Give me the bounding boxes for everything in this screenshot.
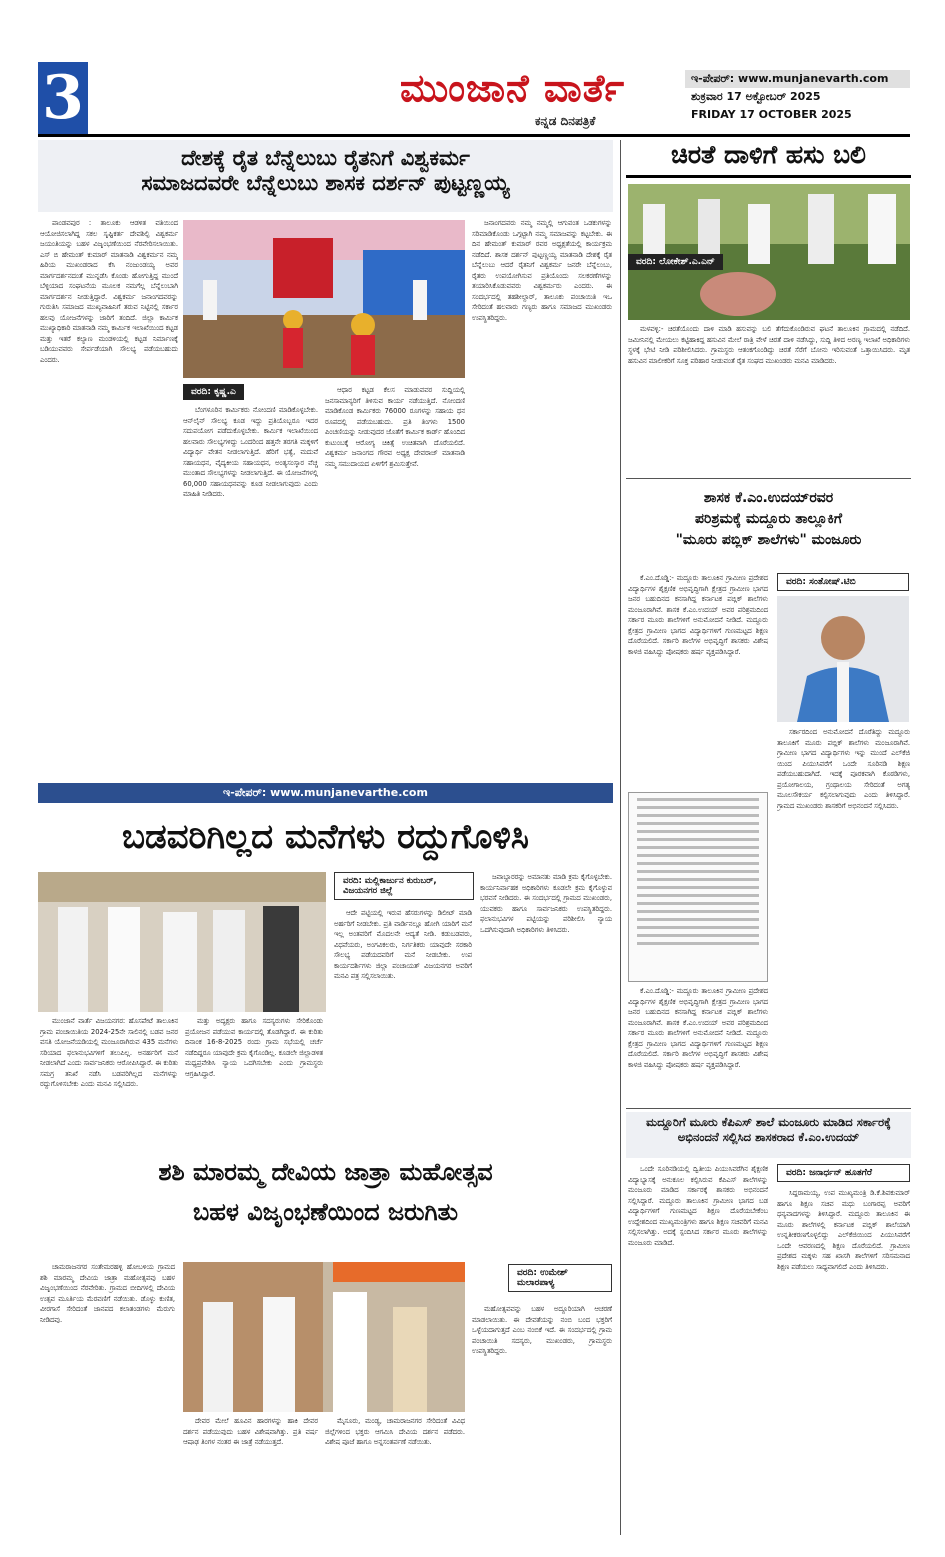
story5-photo-image <box>183 1262 465 1412</box>
story1-photo <box>183 220 465 378</box>
story2-headline: ಚಿರತೆ ದಾಳಿಗೆ ಹಸು ಬಲಿ <box>626 140 911 178</box>
story1-byline: ವರದಿ: ಕೃಷ್ಣ.ಎ <box>183 384 244 400</box>
story1-photo-image <box>183 220 465 378</box>
story3-portrait-image <box>777 596 909 722</box>
story5-headline <box>38 1152 613 1232</box>
story5-column-3: ಮೈಸೂರು, ಮಂಡ್ಯ, ಚಾಮರಾಜನಗರ ಸೇರಿದಂತೆ ವಿವಿಧ ಜಿಲ್ಲೆಗಳಿಂದ ಭಕ್ತರು ಆಗಮಿಸಿ ದೇವಿಯ ದರ್ಶನ ಪಡೆದರು. ವಿಶೇಷ ಪೂಜೆ ಹಾಗೂ ಅನ್ನಸಂತರ್ಪಣೆ ನಡೆಯಿತು. <box>325 1417 465 1446</box>
story1-column-2: ಬೆಂಗಳೂರಿನ ಕಾರ್ಮಿಕರು ನೋಂದಣಿ ಮಾಡಿಕೊಳ್ಳಬೇಕು. ಆನ್‌ಲೈನ್ ಸೌಲಭ್ಯ ಕೂಡ ಇದ್ದು ಪ್ರತಿಯೊಬ್ಬರೂ ಇದರ ಸದುಪಯೋಗ ಪಡೆದುಕೊಳ್ಳಬೇಕು. ಕಾರ್ಮಿಕ ಇಲಾಖೆಯಿಂದ ಹಲವಾರು ಸೌಲಭ್ಯಗಳಿದ್ದು ಒಂದರಿಂದ ಹತ್ತನೇ ತರಗತಿ ಮಕ್ಕಳಿಗೆ ವಿದ್ಯಾರ್ಥಿ ವೇತನ ನೀಡಲಾಗುತ್ತಿದೆ. ಹೆರಿಗೆ ಭತ್ಯೆ, ಮದುವೆ ಸಹಾಯಧನ, ವೈದ್ಯಕೀಯ ಸಹಾಯಧನ, ಅಂತ್ಯಸಂಸ್ಕಾರ ವೆಚ್ಚ ಮುಂತಾದ ಸೌಲಭ್ಯಗಳನ್ನು ನೀಡಲಾಗುತ್ತಿದೆ. ಈ ಯೋಜನೆಗಳಲ್ಲಿ 60,000 ಸಹಾಯಧನವನ್ನು ಕೂಡ ನೀಡಲಾಗುವುದು ಎಂದು ಮಾಹಿತಿ ನೀಡಿದರು. <box>183 406 318 498</box>
story1-headline-line1: ದೇಶಕ್ಕೆ ರೈತ ಬೆನ್ನೆಲುಬು ರೈತನಿಗೆ ವಿಶ್ವಕರ್ಮ <box>181 146 470 170</box>
masthead <box>95 62 685 134</box>
page-number: 3 <box>38 62 88 134</box>
column-divider <box>620 140 621 1535</box>
story2-photo-image <box>628 184 910 320</box>
story3-left-body-cont: ಕೆ.ಎಂ.ದೊಡ್ಡಿ:- ಮದ್ದೂರು ತಾಲೂಕಿನ ಗ್ರಾಮೀಣ ಪ್ರದೇಶದ ವಿದ್ಯಾರ್ಥಿಗಳ ಶೈಕ್ಷಣಿಕ ಅಭಿವೃದ್ಧಿಗಾಗಿ ಕ್ಷೇತ್ರದ ಗ್ರಾಮೀಣ ಭಾಗದ ಜನರ ಬಹುದಿನದ ಕನಸಾಗಿದ್ದ ಕರ್ನಾಟಕ ಪಬ್ಲಿಕ್ ಶಾಲೆಗಳು ಮಂಜೂರಾಗಿವೆ. ಶಾಸಕ ಕೆ.ಎಂ.ಉದಯ್ ಅವರ ಪರಿಶ್ರಮದಿಂದ ಸರ್ಕಾರ ಮೂರು ಶಾಲೆಗಳಿಗೆ ಅನುಮೋದನೆ ನೀಡಿದೆ. ಮದ್ದೂರು ಕ್ಷೇತ್ರದ ಗ್ರಾಮೀಣ ಭಾಗದ ವಿದ್ಯಾರ್ಥಿಗಳಿಗೆ ಗುಣಮಟ್ಟದ ಶಿಕ್ಷಣ ದೊರೆಯಲಿದೆ. ಸರ್ಕಾರಿ ಶಾಲೆಗಳ ಅಭಿವೃದ್ಧಿಗೆ ಶಾಸಕರು ವಿಶೇಷ ಕಾಳಜಿ ವಹಿಸಿದ್ದು ಪೋಷಕರು ಹರ್ಷ ವ್ಯಕ್ತಪಡಿಸಿದ್ದಾರೆ. <box>628 987 768 1069</box>
header-rule <box>38 134 910 137</box>
story4-headline: ಬಡವರಿಗಿಲ್ಲದ ಮನೆಗಳು ರದ್ದುಗೊಳಿಸಿ <box>122 817 529 857</box>
story4-column-3: ಆದೇ ಪಟ್ಟಿಯಲ್ಲಿ ಇರುವ ಹೆಸರುಗಳನ್ನು ಡಿಲೀಟ್ ಮಾಡಿ ಅರ್ಹರಿಗೆ ನೀಡಬೇಕು. ಪ್ರತಿ ವಾರ್ಡಿನಲ್ಲೂ ಹೋಗಿ ಯಾರಿಗೆ ಮನೆ ಇಲ್ಲ ಅಂತವರಿಗೆ ಮೊದಲನೇ ಆದ್ಯತೆ ನೀಡಿ. ಕಡುಬಡವರು, ವಿಧವೆಯರು, ಅಂಗವಿಕಲರು, ನಿರ್ಗತಿಕರು ಯಾವುದೇ ಸರಕಾರಿ ಸೌಲಭ್ಯ ಪಡೆಯದವರಿಗೆ ಮನೆ ನೀಡಬೇಕು. ಉಪ ಕಾರ್ಯದರ್ಶಿಗಳು ಜಿಲ್ಲಾ ಪಂಚಾಯತ್ ವಿಜಯನಗರ ಅವರಿಗೆ ಮನವಿ ಪತ್ರ ಸಲ್ಲಿಸಲಾಯಿತು. <box>334 909 472 980</box>
story6-headline: ಮದ್ದೂರಿಗೆ ಮೂರು ಕೆಪಿಎಸ್ ಶಾಲೆ ಮಂಜೂರು ಮಾಡಿದ ಸರ್ಕಾರಕ್ಕೆ ಅಭಿನಂದನೆ ಸಲ್ಲಿಸಿದ ಶಾಸಕರಾದ ಕೆ.ಎಂ.ಉದಯ್ <box>626 1112 911 1158</box>
story3-left-body: ಕೆ.ಎಂ.ದೊಡ್ಡಿ:- ಮದ್ದೂರು ತಾಲೂಕಿನ ಗ್ರಾಮೀಣ ಪ್ರದೇಶದ ವಿದ್ಯಾರ್ಥಿಗಳ ಶೈಕ್ಷಣಿಕ ಅಭಿವೃದ್ಧಿಗಾಗಿ ಕ್ಷೇತ್ರದ ಗ್ರಾಮೀಣ ಭಾಗದ ಜನರ ಬಹುದಿನದ ಕನಸಾಗಿದ್ದ ಕರ್ನಾಟಕ ಪಬ್ಲಿಕ್ ಶಾಲೆಗಳು ಮಂಜೂರಾಗಿವೆ. ಶಾಸಕ ಕೆ.ಎಂ.ಉದಯ್ ಅವರ ಪರಿಶ್ರಮದಿಂದ ಸರ್ಕಾರ ಮೂರು ಶಾಲೆಗಳಿಗೆ ಅನುಮೋದನೆ ನೀಡಿದೆ. ಮದ್ದೂರು ಕ್ಷೇತ್ರದ ಗ್ರಾಮೀಣ ಭಾಗದ ವಿದ್ಯಾರ್ಥಿಗಳಿಗೆ ಗುಣಮಟ್ಟದ ಶಿಕ್ಷಣ ದೊರೆಯಲಿದೆ. ಸರ್ಕಾರಿ ಶಾಲೆಗಳ ಅಭಿವೃದ್ಧಿಗೆ ಶಾಸಕರು ವಿಶೇಷ ಕಾಳಜಿ ವಹಿಸಿದ್ದು ಪೋಷಕರು ಹರ್ಷ ವ್ಯಕ್ತಪಡಿಸಿದ್ದಾರೆ. <box>628 574 768 656</box>
epaper-strip[interactable]: ಇ-ಪೇಪರ್: www.munjanevarthe.com <box>38 783 613 803</box>
story3-headline-line1: ಶಾಸಕ ಕೆ.ಎಂ.ಉದಯ್‌ರವರ <box>703 490 834 506</box>
story4-photo <box>38 872 326 1012</box>
story6-byline: ವರದಿ: ಜನಾರ್ಧನ್ ಹೂತಗೆರೆ <box>777 1164 910 1182</box>
sanction-letter-image <box>628 792 768 982</box>
newspaper-subtitle: ಕನ್ನಡ ದಿನಪತ್ರಿಕೆ <box>535 114 596 128</box>
story4-photo-image <box>38 872 326 1012</box>
date-english: FRIDAY 17 OCTOBER 2025 <box>691 108 852 121</box>
story4-column-1: ಮುಂಜಾನೆ ವಾರ್ತೆ ವಿಜಯನಗರ: ಹೊಸಪೇಟೆ ತಾಲೂಕಿನ ಗ್ರಾಮ ಪಂಚಾಯಿತಿಯ 2024-25ನೇ ಸಾಲಿನಲ್ಲಿ ಬಡವ ಜನರ ವಸತಿ ಯೋಜನೆಯಡಿಯಲ್ಲಿ ಮಂಜೂರಾಗಿರುವ 435 ಮನೆಗಳು ಸರಿಯಾದ ಫಲಾನುಭವಿಗಳಿಗೆ ತಲುಪಿಲ್ಲ. ಅನರ್ಹರಿಗೆ ಮನೆ ನೀಡಲಾಗಿದೆ ಎಂದು ಸಾರ್ವಜನಿಕರು ಆರೋಪಿಸಿದ್ದಾರೆ. ಈ ಕುರಿತು ಸಮಗ್ರ ತನಿಖೆ ನಡೆಸಿ ಬಡವರಿಗಿಲ್ಲದ ಮನೆಗಳನ್ನು ರದ್ದುಗೊಳಿಸಬೇಕು ಎಂದು ಮನವಿ ಸಲ್ಲಿಸಿದರು. <box>40 1017 178 1088</box>
newspaper-title: ಮುಂಜಾನೆ ವಾರ್ತೆ <box>400 66 626 110</box>
story6-right-body: ಸಿದ್ದರಾಮಯ್ಯ, ಉಪ ಮುಖ್ಯಮಂತ್ರಿ ಡಿ.ಕೆ.ಶಿವಕುಮಾರ್ ಹಾಗೂ ಶಿಕ್ಷಣ ಸಚಿವ ಮಧು ಬಂಗಾರಪ್ಪ ಅವರಿಗೆ ಧನ್ಯವಾದಗಳನ್ನು ತಿಳಿಸಿದ್ದಾರೆ. ಮದ್ದೂರು ತಾಲೂಕಿನ ಈ ಮೂರು ಶಾಲೆಗಳಲ್ಲಿ ಕರ್ನಾಟಕ ಪಬ್ಲಿಕ್ ಶಾಲೆಯಾಗಿ ಉನ್ನತೀಕರಣಗೊಳ್ಳಲಿದ್ದು ಎಲ್‌ಕೆಜಿಯಿಂದ ಪಿಯುಸಿವರೆಗೆ ಒಂದೇ ಆವರಣದಲ್ಲಿ ಶಿಕ್ಷಣ ದೊರೆಯಲಿದೆ. ಗ್ರಾಮೀಣ ಪ್ರದೇಶದ ಮಕ್ಕಳು ಸಹ ಖಾಸಗಿ ಶಾಲೆಗಳಿಗೆ ಸರಿಸಮನಾದ ಶಿಕ್ಷಣ ಪಡೆಯಲು ಸಾಧ್ಯವಾಗಲಿದೆ ಎಂದು ತಿಳಿಸಿದರು. <box>777 1189 910 1271</box>
story2-byline: ವರದಿ: ಲೋಕೇಶ್.ಎ.ಎನ್ <box>628 254 723 270</box>
story1-column-1: ಪಾಂಡವಪುರ : ತಾಲೂಕು ಆಡಳಿತ ವತಿಯಿಂದ ಆಯೋಜಿಸಲಾಗಿದ್ದ ಸಕಲ ಸೃಷ್ಟಿಕರ್ತ ದೇವಶಿಲ್ಪಿ ವಿಶ್ವಕರ್ಮ ಜಯಂತಿಯನ್ನು ಬಹಳ ವಿಜೃಂಭಣೆಯಿಂದ ನೆರವೇರಿಸಲಾಯಿತು. ಎಸ್ ಬಿ ಹೇಮಂತ್ ಕುಮಾರ್ ಮಾತನಾಡಿ ವಿಶ್ವಕರ್ಮನ ನಮ್ಮ ಹಿರಿಯ ಮುಖಂಡರಾದ ಕೆಸಿ ನಂಜುಂಡಯ್ಯ ಅವರ ಮಾರ್ಗದರ್ಶನದಂತೆ ಮುನ್ನಡೆಸಿ ಕೊಂಡು ಹೋಗುತ್ತಿದ್ದ ಮುಂದೆ ಬೆಳ್ಳಿಯಾದ ಸಂಘಟನೆಯ ಮೂಲಕ ನಮಗೆಲ್ಲ ಬೆನ್ನೆಲುಬಾಗಿ ಮಾರ್ಗದರ್ಶನ ನೀಡುತ್ತಿದ್ದಾರೆ. ವಿಶ್ವಕರ್ಮ ಜನಾಂಗದವರನ್ನು ಗುರುತಿಸಿ ಸಮಾಜದ ಮುಖ್ಯವಾಹಿನಿಗೆ ತರುವ ನಿಟ್ಟಿನಲ್ಲಿ ಸರ್ಕಾರ ಹಲವು ಯೋಜನೆಗಳನ್ನು ಜಾರಿಗೆ ತಂದಿದೆ. ಜಿಲ್ಲಾ ಕಾರ್ಮಿಕ ಮುಖ್ಯಾಧಿಕಾರಿ ಮಾತನಾಡಿ ನಮ್ಮ ಕಾರ್ಮಿಕ ಇಲಾಖೆಯಿಂದ ಕಟ್ಟಡ ಮತ್ತು ಇತರೆ ಕಲ್ಯಾಣ ಮಂಡಳಿಯಲ್ಲಿ ಕಟ್ಟಡ ನಿರ್ಮಾಣಕ್ಕೆ ಬಡಿಯುವವರು ಸೇರ್ಪಡೆಯಾಗಿ ಸೌಲಭ್ಯ ಪಡೆಯಬಹುದು ಎಂದರು. <box>40 219 178 364</box>
story5-column-1: ಚಾಮರಾಜನಗರ ಸಂತೇಮರಹಳ್ಳಿ ಹೋಬಳಿಯ ಗ್ರಾಮದ ಶಶಿ ಮಾರಮ್ಮ ದೇವಿಯ ಜಾತ್ರಾ ಮಹೋತ್ಸವವು ಬಹಳ ವಿಜೃಂಭಣೆಯಿಂದ ನೆರವೇರಿತು. ಗ್ರಾಮದ ಬೀದಿಗಳಲ್ಲಿ ದೇವಿಯ ಉತ್ಸವ ಮೂರ್ತಿಯ ಮೆರವಣಿಗೆ ನಡೆಯಿತು. ಡೊಳ್ಳು ಕುಣಿತ, ವೀರಗಾಸೆ ಸೇರಿದಂತೆ ಜಾನಪದ ಕಲಾತಂಡಗಳು ಮೆರುಗು ನೀಡಿದವು. <box>40 1263 175 1324</box>
story5-column-2: ದೇವರ ಮೇಲೆ ಹೂವಿನ ಹಾರಗಳನ್ನು ಹಾಕಿ ದೇವರ ದರ್ಶನ ಪಡೆಯುವುದು ಬಹಳ ವಿಶೇಷವಾಗಿತ್ತು. ಪ್ರತಿ ವರ್ಷ ಆಷಾಢ ತಿಂಗಳ ನಂತರ ಈ ಜಾತ್ರೆ ನಡೆಯುತ್ತದೆ. <box>183 1417 318 1446</box>
story5-headline-line1: ಶಶಿ ಮಾರಮ್ಮ ದೇವಿಯ ಜಾತ್ರಾ ಮಹೋತ್ಸವ <box>158 1158 493 1186</box>
story4-column-4: ಜವಾಬ್ದಾರರನ್ನು ಅಮಾನತು ಮಾಡಿ ಕ್ರಮ ಕೈಗೊಳ್ಳಬೇಕು. ಕಾರ್ಯನಿರ್ವಾಹಕ ಅಧಿಕಾರಿಗಳು ಕೂಡಲೇ ಕ್ರಮ ಕೈಗೊಳ್ಳುವ ಭರವಸೆ ನೀಡಿದರು. ಈ ಸಂದರ್ಭದಲ್ಲಿ ಗ್ರಾಮದ ಮುಖಂಡರು, ಯುವಕರು ಹಾಗೂ ಸಾರ್ವಜನಿಕರು ಉಪಸ್ಥಿತರಿದ್ದರು. ಫಲಾನುಭವಿಗಳ ಪಟ್ಟಿಯನ್ನು ಪರಿಶೀಲಿಸಿ ನ್ಯಾಯ ಒದಗಿಸುವುದಾಗಿ ಅಧಿಕಾರಿಗಳು ತಿಳಿಸಿದರು. <box>480 873 612 934</box>
story5-headline-line2: ಬಹಳ ವಿಜೃಂಭಣೆಯಿಂದ ಜರುಗಿತು <box>193 1198 458 1226</box>
story6-divider <box>626 1108 911 1109</box>
story3-right-body: ಸರ್ಕಾರದಿಂದ ಅನುಮೋದನೆ ದೊರೆತಿದ್ದು ಮದ್ದೂರು ತಾಲೂಕಿಗೆ ಮೂರು ಪಬ್ಲಿಕ್ ಶಾಲೆಗಳು ಮಂಜೂರಾಗಿವೆ. ಗ್ರಾಮೀಣ ಭಾಗದ ವಿದ್ಯಾರ್ಥಿಗಳು ಇನ್ನು ಮುಂದೆ ಎಲ್‌ಕೆಜಿ ಯಿಂದ ಪಿಯುಸಿವರೆಗೆ ಒಂದೇ ಸೂರಿನಡಿ ಶಿಕ್ಷಣ ಪಡೆಯಬಹುದಾಗಿದೆ. ಇದಕ್ಕೆ ಪೂರಕವಾಗಿ ಕೊಠಡಿಗಳು, ಪ್ರಯೋಗಾಲಯ, ಗ್ರಂಥಾಲಯ ಸೇರಿದಂತೆ ಅಗತ್ಯ ಮೂಲಸೌಕರ್ಯ ಕಲ್ಪಿಸಲಾಗುವುದು ಎಂದು ತಿಳಿಸಿದ್ದಾರೆ. ಗ್ರಾಮದ ಮುಖಂಡರು ಶಾಸಕರಿಗೆ ಅಭಿನಂದನೆ ಸಲ್ಲಿಸಿದರು. <box>777 728 910 810</box>
story1-headline <box>38 140 613 212</box>
story2-body: ಮಳವಳ್ಳಿ:- ಚಿರತೆಯೊಂದು ದಾಳಿ ಮಾಡಿ ಹಸುವನ್ನು ಬಲಿ ತೆಗೆದುಕೊಂಡಿರುವ ಘಟನೆ ತಾಲೂಕಿನ ಗ್ರಾಮದಲ್ಲಿ ನಡೆದಿದೆ. ಜಮೀನಿನಲ್ಲಿ ಮೇಯಲು ಕಟ್ಟಿಹಾಕಿದ್ದ ಹಸುವಿನ ಮೇಲೆ ರಾತ್ರಿ ವೇಳೆ ಚಿರತೆ ದಾಳಿ ನಡೆಸಿದ್ದು, ಸುದ್ದಿ ತಿಳಿದ ಅರಣ್ಯ ಇಲಾಖೆ ಅಧಿಕಾರಿಗಳು ಸ್ಥಳಕ್ಕೆ ಭೇಟಿ ನೀಡಿ ಪರಿಶೀಲಿಸಿದರು. ಗ್ರಾಮಸ್ಥರು ಆತಂಕಗೊಂಡಿದ್ದು ಚಿರತೆ ಸೆರೆಗೆ ಬೋನು ಇರಿಸುವಂತೆ ಒತ್ತಾಯಿಸಿದರು. ಮೃತ ಹಸುವಿನ ಮಾಲೀಕರಿಗೆ ಸೂಕ್ತ ಪರಿಹಾರ ನೀಡುವಂತೆ ರೈತ ಸಂಘದ ಮುಖಂಡರು ಮನವಿ ಮಾಡಿದರು. <box>628 325 910 365</box>
story5-column-4: ಮಹೋತ್ಸವವನ್ನು ಬಹಳ ಅದ್ದೂರಿಯಾಗಿ ಆಚರಣೆ ಮಾಡಲಾಯಿತು. ಈ ದೇವತೆಯನ್ನು ನಂಬಿ ಬಂದ ಭಕ್ತರಿಗೆ ಒಳ್ಳೆಯದಾಗುತ್ತದೆ ಎಂಬ ನಂಬಿಕೆ ಇದೆ. ಈ ಸಂದರ್ಭದಲ್ಲಿ ಗ್ರಾಮ ಪಂಚಾಯಿತಿ ಸದಸ್ಯರು, ಮುಖಂಡರು, ಗ್ರಾಮಸ್ಥರು ಉಪಸ್ಥಿತರಿದ್ದರು. <box>472 1305 612 1355</box>
story6-left-body: ಒಂದೇ ಸೂರಿನಡಿಯಲ್ಲಿ ದ್ವಿತೀಯ ಪಿಯುಸಿವರೆಗಿನ ಶೈಕ್ಷಣಿಕ ವಿದ್ಯಾಭ್ಯಾಸಕ್ಕೆ ಅನುಕೂಲ ಕಲ್ಪಿಸಿರುವ ಕೆಪಿಎಸ್ ಶಾಲೆಗಳನ್ನು ಮಂಜೂರು ಮಾಡಿದ ಸರ್ಕಾರಕ್ಕೆ ಶಾಸಕರು ಅಭಿನಂದನೆ ಸಲ್ಲಿಸಿದ್ದಾರೆ. ಮದ್ದೂರು ತಾಲೂಕಿನ ಗ್ರಾಮೀಣ ಭಾಗದ ಬಡ ವಿದ್ಯಾರ್ಥಿಗಳಿಗೆ ಗುಣಮಟ್ಟದ ಶಿಕ್ಷಣ ದೊರೆಯಬೇಕೆಂಬ ಉದ್ದೇಶದಿಂದ ಮುಖ್ಯಮಂತ್ರಿಗಳು ಹಾಗೂ ಶಿಕ್ಷಣ ಸಚಿವರಿಗೆ ಮನವಿ ಸಲ್ಲಿಸಲಾಗಿತ್ತು. ಅದಕ್ಕೆ ಸ್ಪಂದಿಸಿದ ಸರ್ಕಾರ ಮೂರು ಶಾಲೆಗಳನ್ನು ಮಂಜೂರು ಮಾಡಿದೆ. <box>628 1165 768 1247</box>
story1-column-3: ಆಧಾರ ಕಟ್ಟಡ ಕೆಲಸ ಮಾಡುವವರ ಸುದ್ದಿಯಲ್ಲಿ ಜನಸಾಮಾನ್ಯರಿಗೆ ತಿಳಿಸುವ ಕಾರ್ಯ ನಡೆಯುತ್ತಿದೆ. ನೋಂದಣಿ ಮಾಡಿಕೊಂಡ ಕಾರ್ಮಿಕರು 76000 ರೂಗಳನ್ನು ಸಹಾಯ ಧನ ರೂಪದಲ್ಲಿ ಪಡೆಯಬಹುದು. ಪ್ರತಿ ತಿಂಗಳು 1500 ಪಿಂಚಣಿಯನ್ನು ನೀಡುವುದರ ಜೊತೆಗೆ ಕಾರ್ಮಿಕ ಕಾರ್ಡ್ ಹೊಂದಿದ ಕುಟುಂಬಕ್ಕೆ ಆರೋಗ್ಯ ಚಿಕಿತ್ಸೆ ಉಚಿತವಾಗಿ ದೊರೆಯಲಿದೆ. ವಿಶ್ವಕರ್ಮ ಜನಾಂಗದ ಗೌರವ ಅಧ್ಯಕ್ಷ ದೇವರಾಜ್ ಮಾತನಾಡಿ ನಮ್ಮ ಸಮುದಾಯದ ಏಳಿಗೆಗೆ ಶ್ರಮಿಸುತ್ತೇವೆ. <box>325 386 465 468</box>
epaper-url[interactable]: ಇ-ಪೇಪರ್: www.munjanevarth.com <box>685 70 910 88</box>
story3-photo <box>777 596 909 722</box>
story2-divider <box>626 478 911 479</box>
header-info <box>685 70 910 124</box>
story5-photo <box>183 1262 465 1412</box>
date-kannada: ಶುಕ್ರವಾರ 17 ಅಕ್ಟೋಬರ್ 2025 <box>691 90 821 103</box>
story5-byline: ವರದಿ: ಉಮೇಶ್ ಮಲಾರಪಾಳ್ಯ <box>508 1264 612 1292</box>
story3-byline: ವರದಿ: ಸಂತೋಷ್.ಟಿಬಿ <box>777 573 909 591</box>
story3-headline-line2: ಪರಿಶ್ರಮಕ್ಕೆ ಮದ್ದೂರು ತಾಲ್ಲೂಕಿಗೆ <box>694 511 843 527</box>
story1-headline-line2: ಸಮಾಜದವರೇ ಬೆನ್ನೆಲುಬು ಶಾಸಕ ದರ್ಶನ್ ಪುಟ್ಟಣ್ಣಯ್ಯ <box>141 171 510 196</box>
story4-byline: ವರದಿ: ಮಲ್ಲಿಕಾರ್ಜುನ ಕುರುಬರ್, ವಿಜಯನಗರ ಜಿಲ್ಲೆ <box>334 872 474 900</box>
story4-column-2: ಮತ್ತು ಅದ್ಯಕ್ಷರು ಹಾಗೂ ಸದಸ್ಯರುಗಳು ಸೇರಿಕೊಂಡು ಪ್ರಯೋಜನ ಪಡೆಯುವ ಕಾರ್ಯದಲ್ಲಿ ತೊಡಗಿದ್ದಾರೆ. ಈ ಕುರಿತು ದಿನಾಂಕ 16-8-2025 ರಂದು ಗ್ರಾಮ ಸಭೆಯಲ್ಲಿ ಚರ್ಚೆ ನಡೆದಿದ್ದರೂ ಯಾವುದೇ ಕ್ರಮ ಕೈಗೊಂಡಿಲ್ಲ. ಕೂಡಲೇ ಜಿಲ್ಲಾಡಳಿತ ಮಧ್ಯಪ್ರವೇಶಿಸಿ ನ್ಯಾಯ ಒದಗಿಸಬೇಕು ಎಂದು ಗ್ರಾಮಸ್ಥರು ಆಗ್ರಹಿಸಿದ್ದಾರೆ. <box>185 1017 323 1078</box>
story1-column-4: ಜನಾಂಗದವರು ನಮ್ಮ ನಮ್ಮಲ್ಲಿ ಆಗುವಂತ ಒಡಕುಗಳನ್ನು ಸರಿಮಾಡಿಕೊಂಡು ಒಗ್ಗಟ್ಟಾಗಿ ನಮ್ಮ ಸಮಾಜವನ್ನು ಕಟ್ಟಬೇಕು. ಈ ದಿನ ಹೇಮಂತ್ ಕುಮಾರ್ ರವರ ಅಧ್ಯಕ್ಷತೆಯಲ್ಲಿ ಕಾರ್ಯಕ್ರಮ ನಡೆದಿದೆ. ಶಾಸಕ ದರ್ಶನ್ ಪುಟ್ಟಣ್ಣಯ್ಯ ಮಾತನಾಡಿ ದೇಶಕ್ಕೆ ರೈತ ಬೆನ್ನೆಲುಬು ಆದರೆ ರೈತನಿಗೆ ವಿಶ್ವಕರ್ಮ ಜನರೇ ಬೆನ್ನೆಲುಬು, ರೈತರು ಉಪಯೋಗಿಸುವ ಪ್ರತಿಯೊಂದು ಸಲಕರಣೆಗಳನ್ನು ತಯಾರಿಸಿಕೊಡುವವರು ವಿಶ್ವಕರ್ಮರು ಎಂದರು. ಈ ಸಂದರ್ಭದಲ್ಲಿ ತಹಶೀಲ್ದಾರ್, ತಾಲೂಕು ಪಂಚಾಯಿತಿ ಇಒ ಸೇರಿದಂತೆ ಹಲವಾರು ಗಣ್ಯರು ಹಾಗೂ ಸಮಾಜದ ಮುಖಂಡರು ಉಪಸ್ಥಿತರಿದ್ದರು. <box>472 219 612 322</box>
story3-headline-line3: "ಮೂರು ಪಬ್ಲಿಕ್ ಶಾಲೆಗಳು" ಮಂಜೂರು <box>675 532 862 548</box>
story3-headline <box>626 488 911 551</box>
story2-photo <box>628 184 910 320</box>
